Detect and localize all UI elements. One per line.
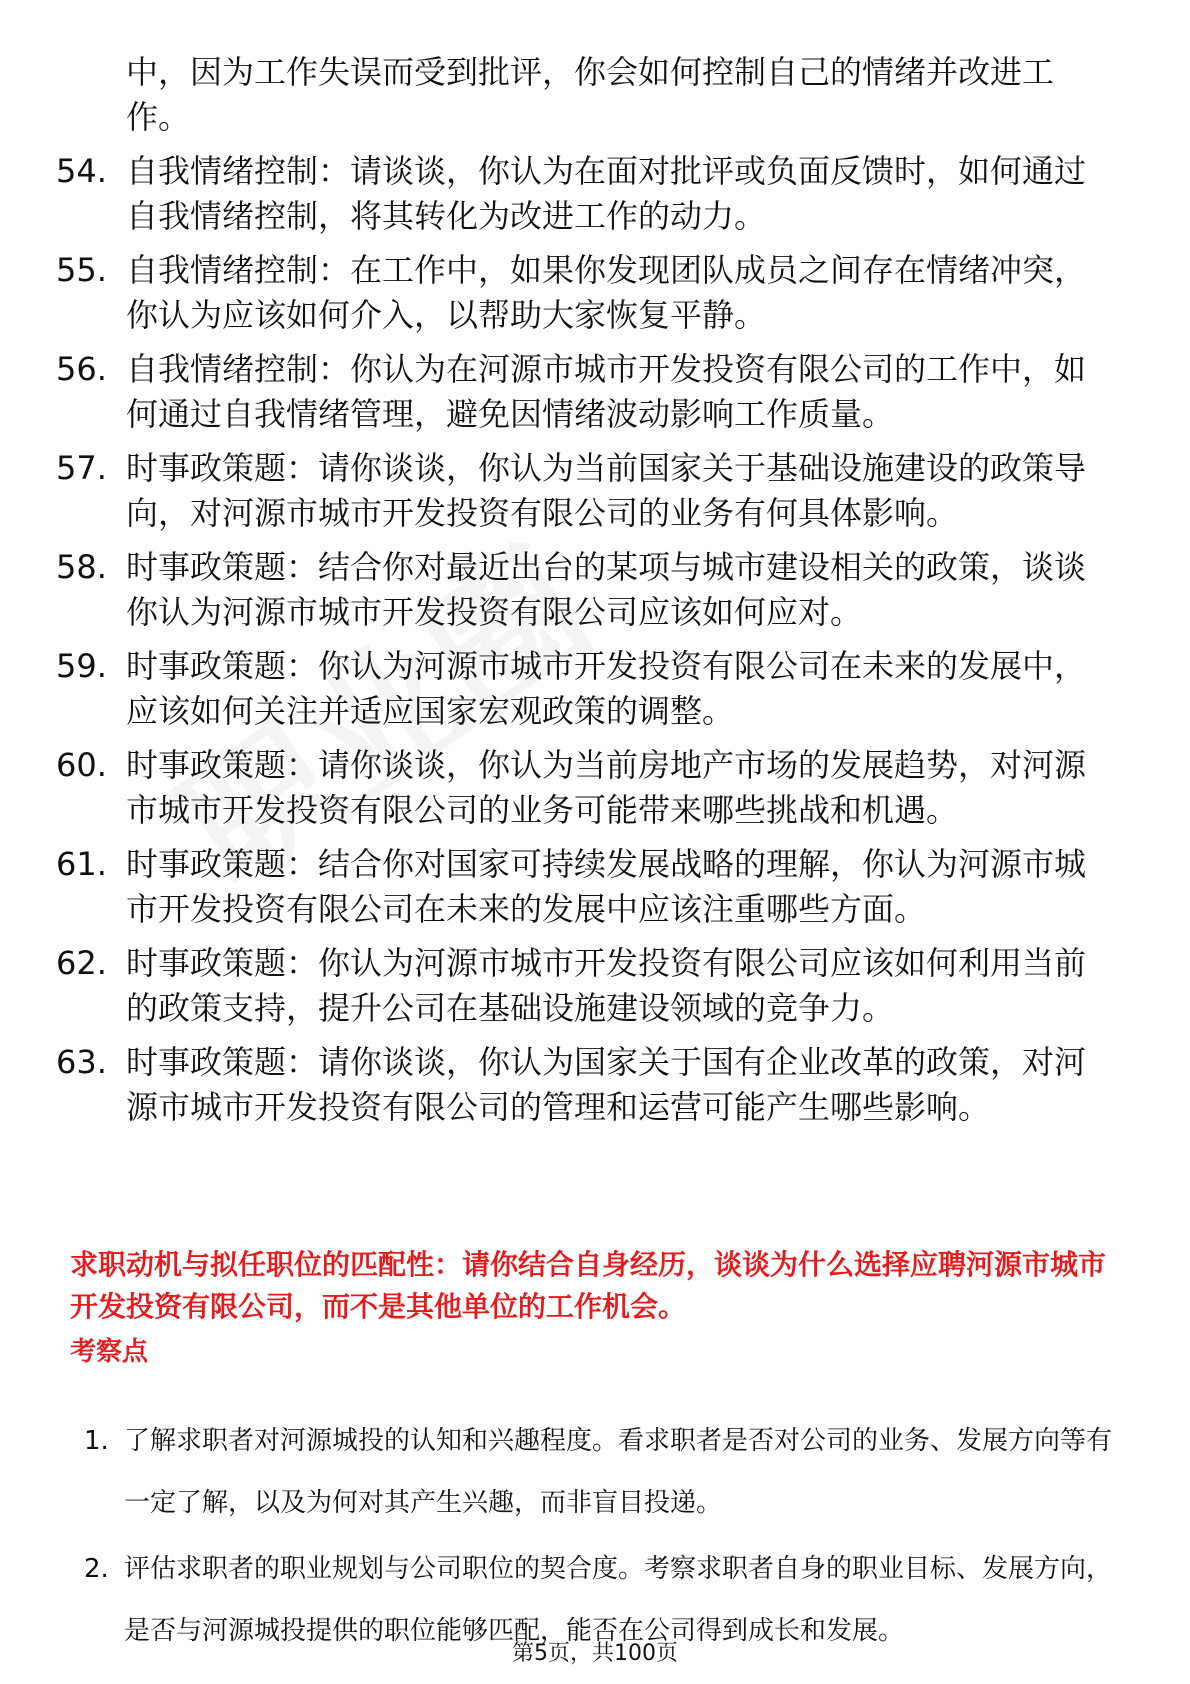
question-number: 62. xyxy=(56,944,107,982)
question-item xyxy=(56,50,1136,140)
question-text: 自我情绪控制：请谈谈，你认为在面对批评或负面反馈时，如何通过自我情绪控制，将其转化为改进工作的动力。 xyxy=(126,152,1087,235)
question-number: 57. xyxy=(56,449,107,487)
question-text: 时事政策题：你认为河源市城市开发投资有限公司在未来的发展中，应该如何关注并适应国家宏观政策的调整。 xyxy=(126,647,1087,730)
point-text: 了解求职者对河源城投的认知和兴趣程度。看求职者是否对公司的业务、发展方向等有一定了解，以及为何对其产生兴趣，而非盲目投递。 xyxy=(124,1426,1113,1518)
question-number: 54. xyxy=(56,152,107,190)
question-list xyxy=(56,50,1136,1139)
question-item xyxy=(56,446,1136,536)
question-number: 60. xyxy=(56,746,107,784)
question-item xyxy=(56,941,1136,1031)
question-number: 55. xyxy=(56,251,107,289)
question-text: 时事政策题：请你谈谈，你认为国家关于国有企业改革的政策，对河源市城市开发投资有限公司的管理和运营可能产生哪些影响。 xyxy=(126,1043,1087,1126)
question-item xyxy=(56,149,1136,239)
question-item xyxy=(56,743,1136,833)
question-number: 56. xyxy=(56,350,107,388)
question-item xyxy=(56,842,1136,932)
question-text: 时事政策题：结合你对最近出台的某项与城市建设相关的政策，谈谈你认为河源市城市开发投资有限公司应该如何应对。 xyxy=(126,548,1087,631)
points-list xyxy=(84,1410,1124,1666)
point-number: 1. xyxy=(84,1426,109,1456)
question-text: 时事政策题：请你谈谈，你认为当前国家关于基础设施建设的政策导向，对河源市城市开发投资有限公司的业务有何具体影响。 xyxy=(126,449,1087,532)
question-item xyxy=(56,248,1136,338)
point-number: 2. xyxy=(84,1554,109,1584)
page-footer: 第5页，共100页 xyxy=(512,1641,678,1666)
points-heading: 考察点 xyxy=(70,1337,149,1367)
question-item xyxy=(56,1040,1136,1130)
question-item xyxy=(56,644,1136,734)
question-text: 时事政策题：结合你对国家可持续发展战略的理解，你认为河源市城市开发投资有限公司在未来的发展中应该注重哪些方面。 xyxy=(126,845,1087,928)
question-number: 61. xyxy=(56,845,107,883)
point-item xyxy=(84,1410,1124,1534)
question-number: 59. xyxy=(56,647,107,685)
question-text: 时事政策题：请你谈谈，你认为当前房地产市场的发展趋势，对河源市城市开发投资有限公司的业务可能带来哪些挑战和机遇。 xyxy=(126,746,1087,829)
question-text: 时事政策题：你认为河源市城市开发投资有限公司应该如何利用当前的政策支持，提升公司在基础设施建设领域的竞争力。 xyxy=(126,944,1087,1027)
point-text: 评估求职者的职业规划与公司职位的契合度。考察求职者自身的职业目标、发展方向，是否与河源城投提供的职位能够匹配，能否在公司得到成长和发展。 xyxy=(124,1554,1113,1646)
question-text: 自我情绪控制：在工作中，如果你发现团队成员之间存在情绪冲突，你认为应该如何介入，以帮助大家恢复平静。 xyxy=(126,251,1087,334)
question-number: 58. xyxy=(56,548,107,586)
question-item xyxy=(56,545,1136,635)
question-number: 63. xyxy=(56,1043,107,1081)
question-text: 中，因为工作失误而受到批评，你会如何控制自己的情绪并改进工作。 xyxy=(126,53,1055,136)
question-item xyxy=(56,347,1136,437)
question-text: 自我情绪控制：你认为在河源市城市开发投资有限公司的工作中，如何通过自我情绪管理，避免因情绪波动影响工作质量。 xyxy=(126,350,1087,433)
section-title: 求职动机与拟任职位的匹配性：请你结合自身经历，谈谈为什么选择应聘河源市城市开发投资有限公司，而不是其他单位的工作机会。 xyxy=(70,1248,1107,1323)
